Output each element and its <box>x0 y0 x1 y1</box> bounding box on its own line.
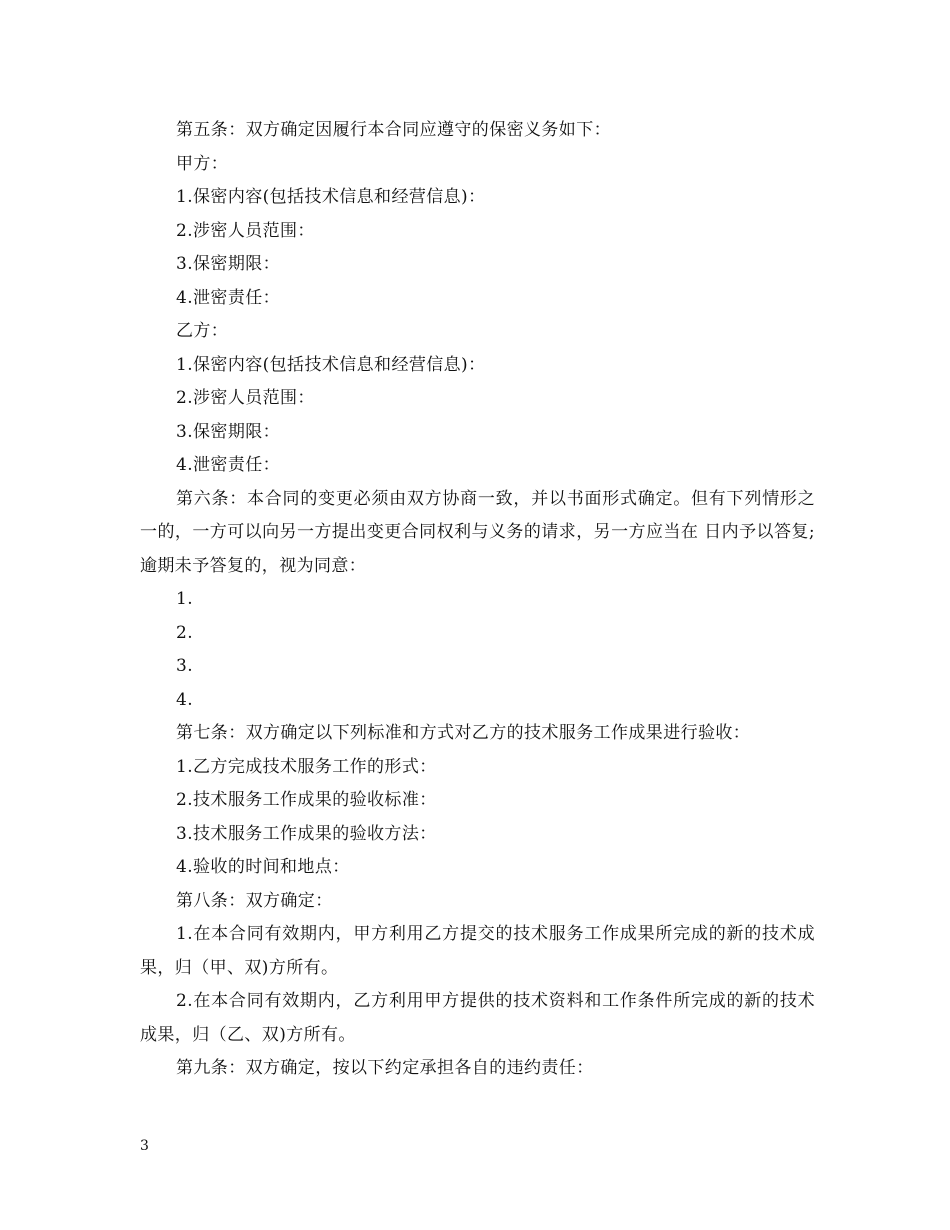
party-b-item: 3.保密期限： <box>176 421 281 442</box>
article-8-heading: 第八条：双方确定： <box>176 890 333 911</box>
party-b-label: 乙方： <box>176 321 229 341</box>
party-b-item: 4.泄密责任： <box>176 455 281 475</box>
article-7-item: 1.乙方完成技术服务工作的形式： <box>176 756 437 777</box>
article-6-item: 3. <box>176 656 194 676</box>
party-b-item: 1.保密内容(包括技术信息和经营信息)： <box>176 354 486 375</box>
article-7-item: 2.技术服务工作成果的验收标准： <box>176 790 437 810</box>
article-6-item: 2. <box>176 622 194 643</box>
document-body <box>140 114 815 1086</box>
article-7-heading: 第七条：双方确定以下列标准和方式对乙方的技术服务工作成果进行验收： <box>176 723 751 743</box>
article-6-item: 1. <box>176 589 194 609</box>
article-9-heading: 第九条：双方确定，按以下约定承担各自的违约责任： <box>176 1058 594 1078</box>
article-8-item: 2.在本合同有效期内，乙方利用甲方提供的技术资料和工作条件所完成的新的技术成果，归（乙、双)方所有。 <box>140 991 815 1045</box>
page-number: 3 <box>140 1138 149 1154</box>
article-6-item: 4. <box>176 689 194 710</box>
article-8-item: 1.在本合同有效期内，甲方利用乙方提交的技术服务工作成果所完成的新的技术成果，归（甲、双)方所有。 <box>140 924 815 978</box>
party-a-label: 甲方： <box>176 153 229 174</box>
party-a-item: 4.泄密责任： <box>176 287 281 308</box>
party-a-item: 3.保密期限： <box>176 254 281 274</box>
party-a-item: 1.保密内容(包括技术信息和经营信息)： <box>176 187 486 207</box>
article-6-paragraph: 第六条：本合同的变更必须由双方协商一致，并以书面形式确定。但有下列情形之一的，一方可以向另一方提出变更合同权利与义务的请求，另一方应当在 日内予以答复;逾期未予答复的，视为同意： <box>140 488 815 576</box>
article-5-heading: 第五条：双方确定因履行本合同应遵守的保密义务如下： <box>176 120 611 140</box>
article-7-item: 3.技术服务工作成果的验收方法： <box>176 823 437 844</box>
party-a-item: 2.涉密人员范围： <box>176 220 315 241</box>
party-b-item: 2.涉密人员范围： <box>176 388 315 408</box>
article-7-item: 4.验收的时间和地点： <box>176 857 350 877</box>
